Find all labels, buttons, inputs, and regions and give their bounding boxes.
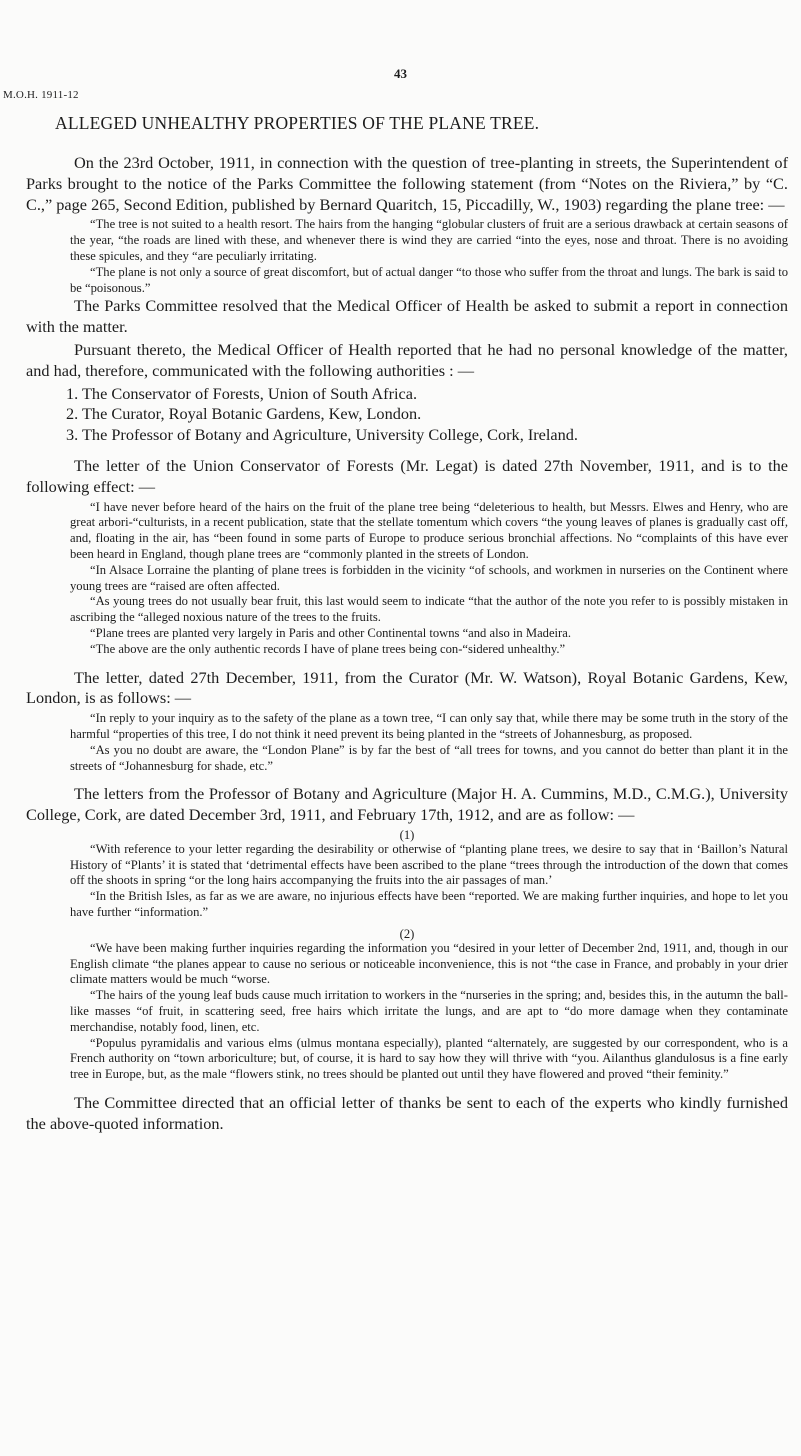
paragraph-resolution: The Parks Committee resolved that the Medical Officer of Health be asked to submit a report in connection with the matter. — [26, 296, 788, 337]
authorities-list — [26, 384, 788, 446]
list-item: 2. The Curator, Royal Botanic Gardens, Kew, London. — [66, 404, 422, 424]
quote-paragraph: “The hairs of the young leaf buds cause much irritation to workers in the “nurseries in the spring; and, besides this, in the autumn the ball-like masses “of fruit, in scattering seed, free hairs which irritate the lungs, and are apt to “do more damage when they contaminate merchandise, notably food, linen, etc. — [70, 988, 788, 1034]
letter-number: (2) — [399, 926, 415, 941]
quote-paragraph: “The above are the only authentic records I have of plane trees being con-“sidered unhealthy.” — [90, 641, 566, 656]
paragraph-thanks: The Committee directed that an official letter of thanks be sent to each of the experts who kindly furnished the above-quoted information. — [26, 1093, 788, 1133]
paragraph-cummins: The letters from the Professor of Botany and Agriculture (Major H. A. Cummins, M.D., C.M.G.), University College, Cork, are dated December 3rd, 1911, and February 17th, 1912, and are as follow: — — [26, 784, 788, 825]
quote-paragraph: “In the British Isles, as far as we are aware, no injurious effects have been “reported. We are making further inquiries, and hope to let you have further “information.” — [70, 889, 788, 920]
body-text — [26, 153, 788, 1137]
quote-paragraph: “The tree is not suited to a health resort. The hairs from the hanging “globular clusters of fruit are a serious drawback at certain seasons of the year, “the roads are lined with these, and whenever there is wind they are carried “into the eyes, nose and throat. There is no avoiding these spicules, and they “are peculiarly irritating. — [70, 217, 788, 263]
quote-cummins-2 — [26, 941, 788, 1083]
quote-paragraph: “The plane is not only a source of great discomfort, but of actual danger “to those who suffer from the throat and lungs. The bark is said to be “poisonous.” — [70, 264, 788, 295]
quote-paragraph: “As you no doubt are aware, the “London Plane” is by far the best of “all trees for towns, and you cannot do better than plant it in the streets of “Johannesburg for shade, etc.” — [70, 742, 788, 773]
margin-note: M.O.H. 1911-12 — [3, 89, 79, 101]
quote-paragraph: “Populus pyramidalis and various elms (ulmus montana especially), planted “alternately, are suggested by our correspondent, who is a French authority on “town arboriculture; but, of course, it is hard to say how they will thrive with “you. Ailanthus glandulosus is a fine early tree in Europe, but, as the male “flowers stink, no trees should be planted out until they have flowered and proved “their feminity.” — [70, 1035, 788, 1082]
quote-paragraph: “We have been making further inquiries regarding the information you “desired in your letter of December 2nd, 1911, and, though in our English climate “the planes appear to cause no serious or noticeable inconvenience, this is not “the case in France, and probably in your drier climate matters would be much “worse. — [70, 940, 788, 987]
quote-paragraph: “Plane trees are planted very largely in Paris and other Continental towns “and also in Madeira. — [90, 625, 571, 640]
letter-number: (1) — [399, 827, 415, 842]
quote-riviera — [26, 217, 788, 296]
page-title: ALLEGED UNHEALTHY PROPERTIES OF THE PLANE TREE. — [55, 113, 540, 133]
quote-paragraph: “I have never before heard of the hairs on the fruit of the plane tree being “deleterious to health, but Messrs. Elwes and Henry, who are great arbori-“culturists, in a recent publication, state that the stellate tomentum which covers “the young leaves of planes is gradually cast off, and, floating in the air, has “been found in some parts of Europe to produce serious bronchial affections. No “complaints of this have ever been heard in England, though plane trees are “commonly planted in the streets of London. — [70, 499, 788, 561]
quote-paragraph: “In Alsace Lorraine the planting of plane trees is forbidden in the vicinity “of schools, and workmen in nurseries on the Continent where young trees are “raised are often affected. — [70, 562, 788, 593]
list-item: 3. The Professor of Botany and Agriculture, University College, Cork, Ireland. — [66, 425, 579, 445]
paragraph-intro: On the 23rd October, 1911, in connection with the question of tree-planting in streets, the Superintendent of Parks brought to the notice of the Parks Committee the following statement (from “Notes on the Riviera,” by “C. C.,” page 265, Second Edition, published by Bernard Quaritch, 15, Piccadilly, W., 1903) regarding the plane tree: — — [26, 153, 788, 214]
page-number: 43 — [394, 66, 407, 81]
quote-legat — [26, 500, 788, 658]
quote-paragraph: “In reply to your inquiry as to the safety of the plane as a town tree, “I can only say that, while there may be some truth in the story of the harmful “properties of this tree, I do not think it need prevent its being planted in the “streets of Johannesburg, as proposed. — [70, 711, 788, 741]
paragraph-legat: The letter of the Union Conservator of Forests (Mr. Legat) is dated 27th November, 1911, and is to the following effect: — — [26, 455, 788, 496]
paragraph-watson: The letter, dated 27th December, 1911, from the Curator (Mr. W. Watson), Royal Botanic Gardens, Kew, London, is as follows: — — [26, 667, 788, 708]
quote-paragraph: “With reference to your letter regarding the desirability or otherwise of “planting plane trees, we desire to say that in ‘Baillon’s Natural History of “Plants’ it is stated that ‘detrimental effects have been ascribed to the plane “trees through the introduction of the down that comes off the shoots in spring “or the long hairs accompanying the fruits into the air passages of man.’ — [70, 841, 788, 888]
list-item: 1. The Conservator of Forests, Union of South Africa. — [66, 383, 418, 403]
paragraph-pursuant: Pursuant thereto, the Medical Officer of Health reported that he had no personal knowledge of the matter, and had, therefore, communicated with the following authorities : — — [26, 339, 788, 380]
quote-cummins-1 — [26, 842, 788, 921]
quote-paragraph: “As young trees do not usually bear fruit, this last would seem to indicate “that the author of the note you refer to is possibly mistaken in ascribing the “alleged noxious nature of the trees to the fruits. — [70, 594, 788, 625]
quote-watson — [26, 711, 788, 774]
